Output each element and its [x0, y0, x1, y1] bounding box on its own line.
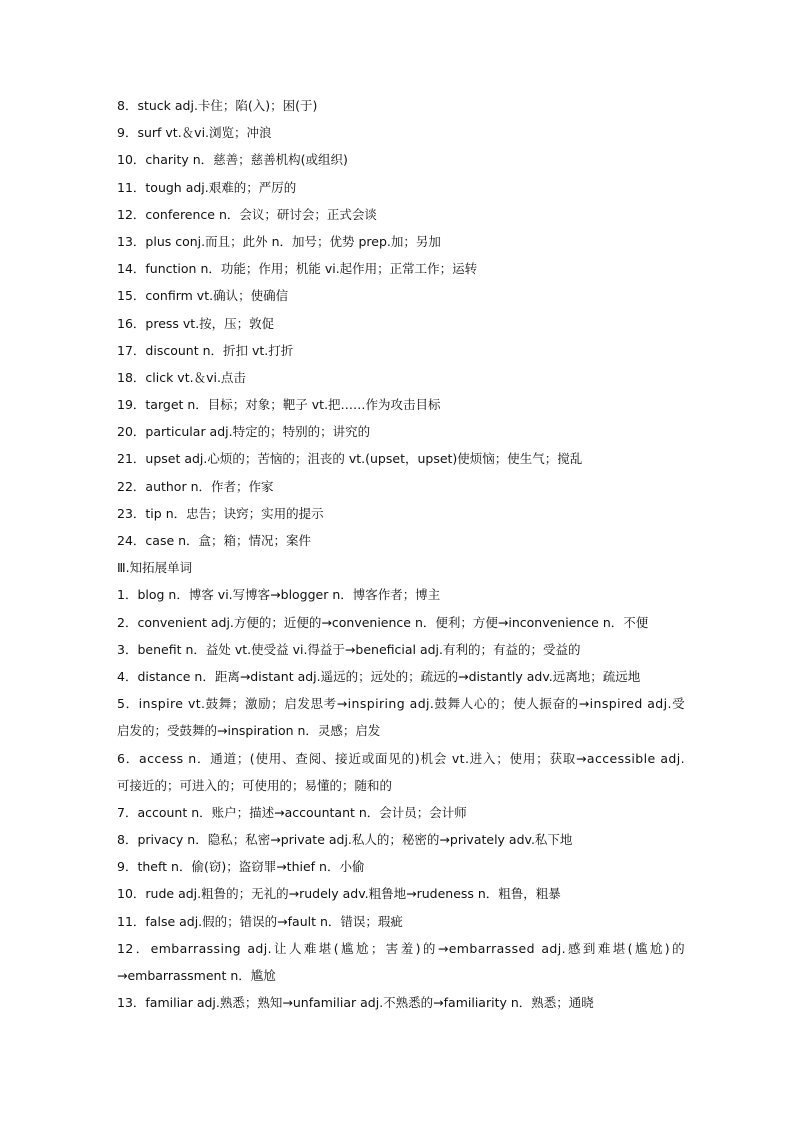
- extended-item-benefit: 3．benefit n．益处 vt.使受益 vi.得益于→beneficial adj.有利的；有益的；受益的: [117, 641, 581, 657]
- vocab-item-surf: 9．surf vt.＆vi.浏览；冲浪: [117, 125, 272, 141]
- extended-item-blog: 1．blog n．博客 vi.写博客→blogger n．博客作者；博主: [117, 587, 441, 603]
- vocab-item-plus: 13．plus conj.而且；此外 n．加号；优势 prep.加；另加: [117, 233, 441, 249]
- extended-item-access-continued: 可接近的；可进入的；可使用的；易懂的；随和的: [117, 777, 393, 793]
- vocab-item-particular: 20．particular adj.特定的；特别的；讲究的: [117, 424, 371, 440]
- extended-item-inspire-continued: 启发的；受鼓舞的→inspiration n．灵感；启发: [117, 723, 381, 739]
- extended-item-embarrassing: 12．embarrassing adj.让人难堪(尴尬；害羞)的→embarrassed adj.感到难堪(尴尬)的: [117, 940, 685, 956]
- vocab-item-tip: 23．tip n．忠告；诀窍；实用的提示: [117, 505, 324, 521]
- vocab-item-charity: 10．charity n．慈善；慈善机构(或组织): [117, 152, 348, 168]
- vocab-item-tough: 11．tough adj.艰难的；严厉的: [117, 179, 297, 195]
- vocab-item-target: 19．target n．目标；对象；靶子 vt.把……作为攻击目标: [117, 397, 441, 413]
- vocab-item-confirm: 15．confirm vt.确认；使确信: [117, 288, 289, 304]
- extended-item-access: 6．access n．通道；(使用、查阅、接近或面见的)机会 vt.进入；使用；获取→accessible adj.: [117, 750, 685, 766]
- extended-item-distance: 4．distance n．距离→distant adj.遥远的；远处的；疏远的→distantly adv.远离地；疏远地: [117, 668, 641, 684]
- vocab-item-stuck: 8．stuck adj.卡住；陷(入)；困(于): [117, 98, 318, 113]
- vocab-item-case: 24．case n．盒；箱；情况；案件: [117, 533, 312, 548]
- vocab-item-function: 14．function n．功能；作用；机能 vi.起作用；正常工作；运转: [117, 261, 478, 277]
- extended-item-inspire: 5．inspire vt.鼓舞；激励；启发思考→inspiring adj.鼓舞人心的；使人振奋的→inspired adj.受: [117, 696, 685, 712]
- vocab-item-author: 22．author n．作者；作家: [117, 478, 274, 494]
- extended-item-rude: 10．rude adj.粗鲁的；无礼的→rudely adv.粗鲁地→rudeness n．粗鲁，粗暴: [117, 886, 561, 902]
- vocabulary-list: [117, 92, 685, 1016]
- vocab-item-press: 16．press vt.按，压；敦促: [117, 315, 275, 331]
- vocab-item-upset: 21．upset adj.心烦的；苦恼的；沮丧的 vt.(upset，upset)使烦恼；使生气；搅乱: [117, 451, 583, 467]
- extended-item-account: 7．account n．账户；描述→accountant n．会计员；会计师: [117, 804, 467, 820]
- section-heading-extended-words: Ⅲ.知拓展单词: [117, 560, 193, 576]
- extended-item-theft: 9．theft n．偷(窃)；盗窃罪→thief n．小偷: [117, 859, 365, 875]
- extended-item-convenient: 2．convenient adj.方便的；近便的→convenience n．便利；方便→inconvenience n．不便: [117, 614, 649, 630]
- vocab-item-discount: 17．discount n．折扣 vt.打折: [117, 342, 294, 358]
- extended-item-privacy: 8．privacy n．隐私；私密→private adj.私人的；秘密的→privately adv.私下地: [117, 832, 573, 848]
- vocab-item-conference: 12．conference n．会议；研讨会；正式会谈: [117, 206, 377, 222]
- extended-item-familiar: 13．familiar adj.熟悉；熟知→unfamiliar adj.不熟悉的→familiarity n．熟悉；通晓: [117, 995, 594, 1011]
- extended-item-embarrassing-continued: →embarrassment n．尴尬: [117, 968, 276, 983]
- vocab-item-click: 18．click vt.＆vi.点击: [117, 369, 246, 385]
- extended-item-false: 11．false adj.假的；错误的→fault n．错误；瑕疵: [117, 913, 403, 929]
